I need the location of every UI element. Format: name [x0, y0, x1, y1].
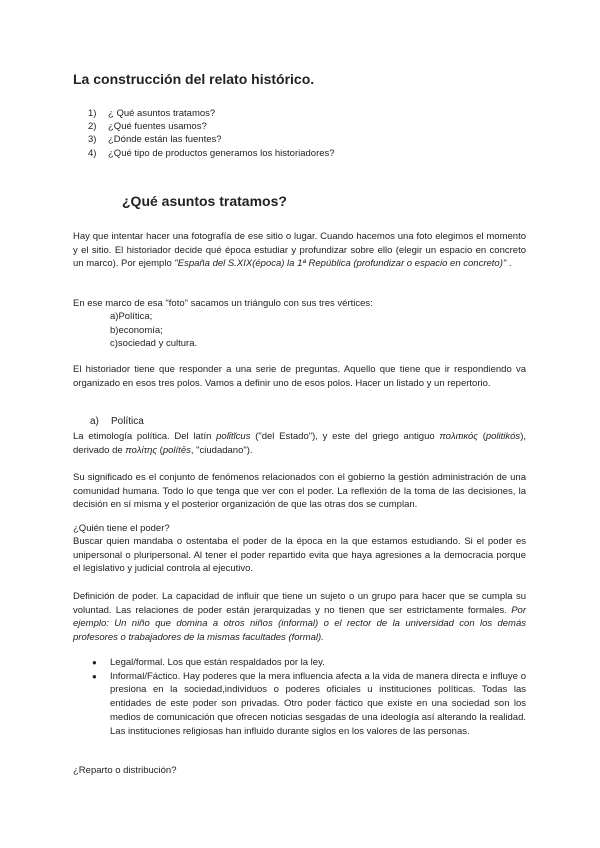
paragraph-power-definition: Definición de poder. La capacidad de influir que tiene un sujeto o un grupo para hacer que se cumpla su voluntad. Las relaciones de poder están jerarquizadas y no tienen que ser estrictamente formales. Por ejemplo: Un niño que domina a otros niños (informal) o el rector de la universidad con los demás profesores o trabajadores de la mismas facultades (formal). — [73, 591, 526, 644]
paragraph-questions: El historiador tiene que responder a una serie de preguntas. Aquello que tiene que ir respondiendo va organizado en esos tres polos. Vamos a definir uno de esos polos. Hacer un listado y un repertorio. — [73, 364, 526, 389]
list-item: b)economía; — [110, 324, 163, 336]
list-item: a)Política; — [110, 311, 153, 322]
vertices-list — [110, 310, 197, 351]
document-title: La construcción del relato histórico. — [73, 71, 315, 87]
list-item: ● Legal/formal. Los que están respaldados por la ley. — [92, 657, 325, 668]
toc-item: 2) ¿Qué fuentes usamos? — [88, 121, 207, 133]
paragraph-frame: En ese marco de esa "foto" sacamos un triángulo con sus tres vértices: — [73, 298, 373, 309]
paragraph-etymology: La etimología política. Del latín polītĭcus ("del Estado"), y este del griego antiguo πολιτικός (politikós), derivado de πολίτης (polítēs, "ciudadano"). — [73, 431, 526, 456]
bullet-icon: ● — [92, 658, 97, 667]
bullet-icon: ● — [92, 671, 97, 681]
toc-item: 1) ¿ Qué asuntos tratamos? — [88, 108, 216, 119]
paragraph-meaning: Su significado es el conjunto de fenómenos relacionados con el gobierno la gestión administración de una comunidad humana. Todo lo que tenga que ver con el poder. La reflexión de la toma de las decisiones, la decisión en sí misma y el posterior organización de que las otras dos se cumplan. — [73, 472, 526, 511]
subsection-heading: a) Política — [90, 416, 144, 427]
section-title: ¿Qué asuntos tratamos? — [122, 193, 287, 209]
paragraph-intro: Hay que intentar hacer una fotografía de ese sitio o lugar. Cuando hacemos una foto elegimos el momento y el sitio. El historiador decide qué época estudiar y profundizar sobre ello (elegir un espacio en concreto un marco). Por ejemplo "España del S.XIX(época) la 1ª República (profundizar o espacio en concreto)" . — [73, 231, 526, 270]
toc-item: 3) ¿Dónde están las fuentes? — [88, 134, 222, 146]
toc-item: 4) ¿Qué tipo de productos generamos los historiadores? — [88, 147, 335, 159]
list-item: ● Informal/Fáctico. Hay poderes que la mera influencia afecta a la vida de manera directa e influye o presiona en la sociedad,individuos o poderes oficiales u instituciones políticas. Todas las entidades de este poder son privadas. Otro poder fáctico que existe en una sociedad son los medios de comunicación que ofrecen noticias sesgadas de una ideología así alterando la realidad. Las instituciones religiosas han influido durante siglos en los valores de las personas. — [92, 670, 526, 737]
question-heading: ¿Reparto o distribución? — [73, 765, 177, 776]
power-types-list — [92, 656, 526, 738]
list-item: c)sociedad y cultura. — [110, 338, 198, 350]
paragraph-who-holds-power: Buscar quien mandaba o ostentaba el poder de la época en la que estamos estudiando. Si el poder es unipersonal o pluripersonal. Al tener el poder repartido evita que haya agresiones a la democracia porque el legislativo y judicial controla al ejecutivo. — [73, 536, 526, 575]
table-of-contents — [88, 107, 335, 160]
question-heading: ¿Quién tiene el poder? — [73, 523, 170, 534]
